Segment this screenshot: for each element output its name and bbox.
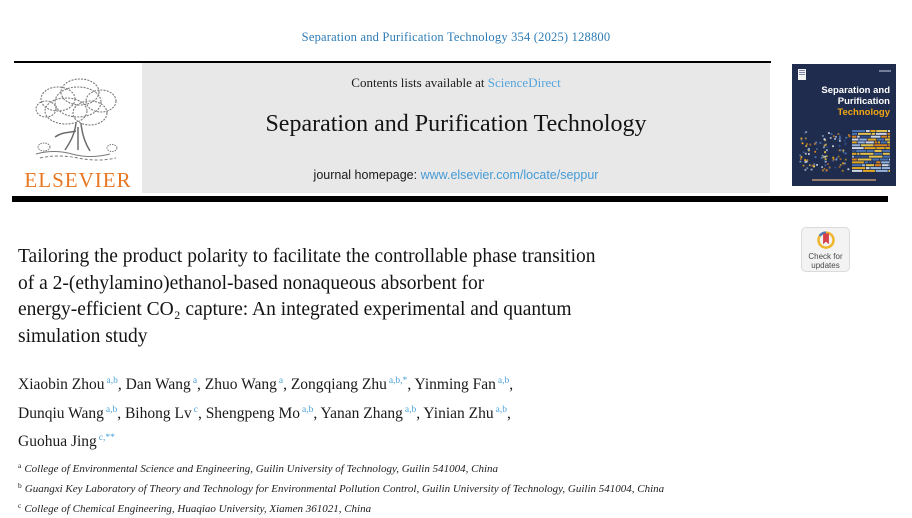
author-affiliation-superscript: a,b bbox=[495, 404, 507, 415]
elsevier-tree-icon bbox=[24, 75, 132, 169]
affiliation-line bbox=[18, 478, 878, 498]
cover-title-line3: Technology bbox=[837, 107, 890, 118]
author-affiliation-superscript: c bbox=[193, 404, 198, 415]
check-updates-label: Check for updates bbox=[808, 251, 843, 270]
cover-elsevier-mark-icon bbox=[798, 69, 806, 80]
author-affiliation-superscript: a,b bbox=[105, 404, 118, 415]
author-name: Bihong Lv bbox=[124, 404, 192, 422]
author-separator: , bbox=[506, 404, 511, 422]
affiliation-superscript: c bbox=[18, 500, 22, 510]
contents-prefix: Contents lists available at bbox=[351, 75, 488, 90]
affiliation-line bbox=[18, 458, 878, 478]
check-for-updates-badge[interactable] bbox=[801, 227, 850, 272]
author-list bbox=[18, 369, 778, 455]
author-name: Dan Wang bbox=[125, 376, 191, 393]
author-line bbox=[18, 426, 778, 455]
author-separator: , bbox=[283, 376, 291, 393]
author-name: Zhuo Wang bbox=[204, 376, 277, 393]
author-separator: , bbox=[509, 376, 514, 393]
cover-mosaic-art bbox=[792, 128, 896, 174]
cover-footer-text bbox=[812, 179, 876, 181]
contents-line bbox=[142, 75, 770, 91]
affiliation-text: Guangxi Key Laboratory of Theory and Technology for Environmental Pollution Control, Guilin University of Technology, Guilin 541004, China bbox=[24, 482, 665, 495]
journal-title: Separation and Purification Technology bbox=[265, 111, 647, 137]
author-name: Yinming Fan bbox=[414, 376, 496, 393]
author-affiliation-superscript: a bbox=[192, 376, 198, 386]
affiliation-text: College of Chemical Engineering, Huaqiao University, Xiamen 361021, China bbox=[24, 502, 372, 515]
journal-cover-thumbnail bbox=[792, 64, 896, 186]
cover-volume-text bbox=[879, 70, 891, 72]
author-line bbox=[18, 398, 778, 427]
elsevier-wordmark: ELSEVIER bbox=[24, 168, 132, 192]
sciencedirect-link[interactable]: ScienceDirect bbox=[487, 75, 561, 90]
author-separator: , bbox=[407, 376, 415, 393]
author-separator: , bbox=[197, 404, 206, 422]
affiliation-text: College of Environmental Science and Engineering, Guilin University of Technology, Guilin 541004, China bbox=[24, 463, 498, 475]
article-title-line: of a 2-(ethylamino)ethanol-based nonaqueous absorbent for bbox=[18, 272, 485, 294]
affiliation-superscript: b bbox=[18, 480, 22, 490]
author-separator: , bbox=[117, 376, 126, 393]
author-name: Yanan Zhang bbox=[320, 404, 403, 422]
affiliation-line bbox=[18, 498, 878, 518]
header-divider-rule bbox=[12, 196, 888, 202]
homepage-line bbox=[142, 168, 770, 182]
cover-title-line2: Purification bbox=[837, 96, 890, 107]
author-affiliation-superscript: c,** bbox=[98, 433, 115, 444]
article-title-line: energy-efficient CO₂ capture: An integrated experimental and quantum bbox=[18, 299, 572, 321]
affiliations-list bbox=[18, 458, 878, 518]
author-affiliation-superscript: a,b bbox=[404, 404, 417, 415]
journal-citation: Separation and Purification Technology 354 (2025) 128800 bbox=[301, 30, 611, 44]
author-affiliation-superscript: a,b,* bbox=[388, 376, 408, 386]
author-separator: , bbox=[197, 376, 205, 393]
author-name: Zongqiang Zhu bbox=[290, 376, 387, 393]
author-line bbox=[18, 369, 778, 398]
homepage-link[interactable]: www.elsevier.com/locate/seppur bbox=[420, 168, 599, 182]
author-separator: , bbox=[416, 404, 424, 422]
author-name: Yinian Zhu bbox=[423, 404, 494, 422]
masthead-box bbox=[142, 63, 770, 193]
article-title-line: simulation study bbox=[18, 325, 148, 347]
affiliation-superscript: a bbox=[18, 461, 22, 470]
author-separator: , bbox=[117, 404, 125, 422]
elsevier-logo bbox=[14, 63, 142, 194]
author-affiliation-superscript: a,b bbox=[497, 376, 510, 386]
author-affiliation-superscript: a,b bbox=[301, 404, 314, 415]
homepage-label: journal homepage: bbox=[313, 168, 421, 182]
author-name: Dunqiu Wang bbox=[18, 404, 104, 422]
cover-title-line1: Separation and bbox=[821, 85, 890, 96]
cover-title bbox=[821, 85, 890, 118]
author-name: Shengpeng Mo bbox=[205, 404, 300, 422]
article-title bbox=[18, 244, 790, 350]
author-separator: , bbox=[313, 404, 321, 422]
author-name: Xiaobin Zhou bbox=[18, 376, 105, 393]
check-updates-icon bbox=[816, 230, 836, 251]
author-name: Guohua Jing bbox=[18, 433, 97, 451]
author-affiliation-superscript: a,b bbox=[106, 376, 118, 386]
article-title-line: Tailoring the product polarity to facilitate the controllable phase transition bbox=[18, 246, 596, 267]
author-affiliation-superscript: a bbox=[278, 376, 284, 386]
